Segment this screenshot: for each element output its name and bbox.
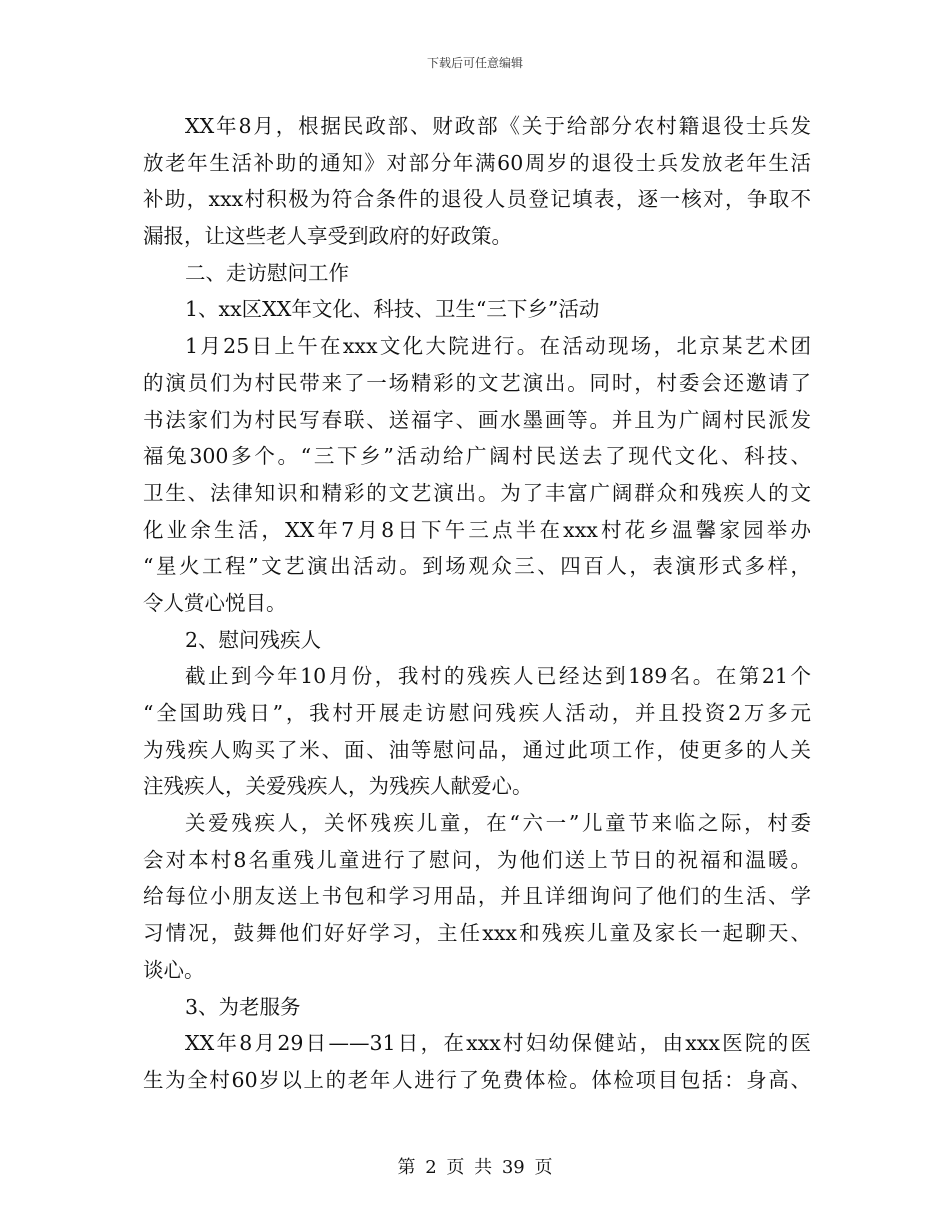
text-line: 补助，xxx村积极为符合条件的退役人员登记填表，逐一核对，争取不 — [143, 187, 811, 212]
section-heading: 二、走访慰问工作 — [185, 260, 349, 285]
text-line: 1月25日上午在xxx文化大院进行。在活动现场，北京某艺术团 — [185, 334, 811, 359]
page-header: 下载后可任意编辑 — [426, 56, 523, 70]
text-line: XX年8月，根据民政部、财政部《关于给部分农村籍退役士兵发 — [185, 114, 811, 138]
text-line: 化业余生活，XX年7月8日下午三点半在xxx村花乡温馨家园举办 — [143, 517, 811, 542]
text-line: 生为全村60岁以上的老年人进行了免费体检。体检项目包括：身高、 — [143, 1067, 811, 1092]
page-number: 第 2 页 共 39 页 — [397, 1157, 553, 1178]
subsection-heading: 1、xx区XX年文化、科技、卫生“三下乡”活动 — [185, 297, 600, 322]
subsection-heading: 3、为老服务 — [185, 994, 301, 1019]
text-line: 的演员们为村民带来了一场精彩的文艺演出。同时，村委会还邀请了 — [143, 370, 811, 395]
text-line: 截止到今年10月份，我村的残疾人已经达到189名。在第21个 — [185, 664, 811, 689]
text-line: 放老年生活补助的通知》对部分年满60周岁的退役士兵发放老年生活 — [143, 150, 811, 175]
text-line: 福兔300多个。“三下乡”活动给广阔村民送去了现代文化、科技、 — [143, 444, 811, 469]
text-line: XX年8月29日——31日，在xxx村妇幼保健站，由xxx医院的医 — [185, 1031, 811, 1056]
text-line: 漏报，让这些老人享受到政府的好政策。 — [143, 224, 512, 249]
text-line: “全国助残日”，我村开展走访慰问残疾人活动，并且投资2万多元 — [143, 701, 811, 725]
text-line: 谈心。 — [143, 957, 205, 982]
document-body — [143, 108, 811, 1099]
text-line: 注残疾人，关爱残疾人，为残疾人献爱心。 — [143, 774, 533, 799]
text-line: 会对本村8名重残儿童进行了慰问，为他们送上节日的祝福和温暖。 — [143, 847, 811, 872]
text-line: 为残疾人购买了米、面、油等慰问品，通过此项工作，使更多的人关 — [143, 737, 811, 762]
subsection-heading: 2、慰问残疾人 — [185, 627, 322, 652]
text-line: 书法家们为村民写春联、送福字、画水墨画等。并且为广阔村民派发 — [143, 407, 811, 432]
text-line: “星火工程”文艺演出活动。到场观众三、四百人，表演形式多样， — [143, 554, 811, 579]
text-line: 关爱残疾人，关怀残疾儿童，在“六一”儿童节来临之际，村委 — [185, 811, 811, 836]
text-line: 习情况，鼓舞他们好好学习，主任xxx和残疾儿童及家长一起聊天、 — [143, 921, 811, 946]
text-line: 卫生、法律知识和精彩的文艺演出。为了丰富广阔群众和残疾人的文 — [143, 480, 811, 505]
text-line: 令人赏心悦目。 — [143, 590, 287, 615]
text-line: 给每位小朋友送上书包和学习用品，并且详细询问了他们的生活、学 — [143, 884, 811, 909]
